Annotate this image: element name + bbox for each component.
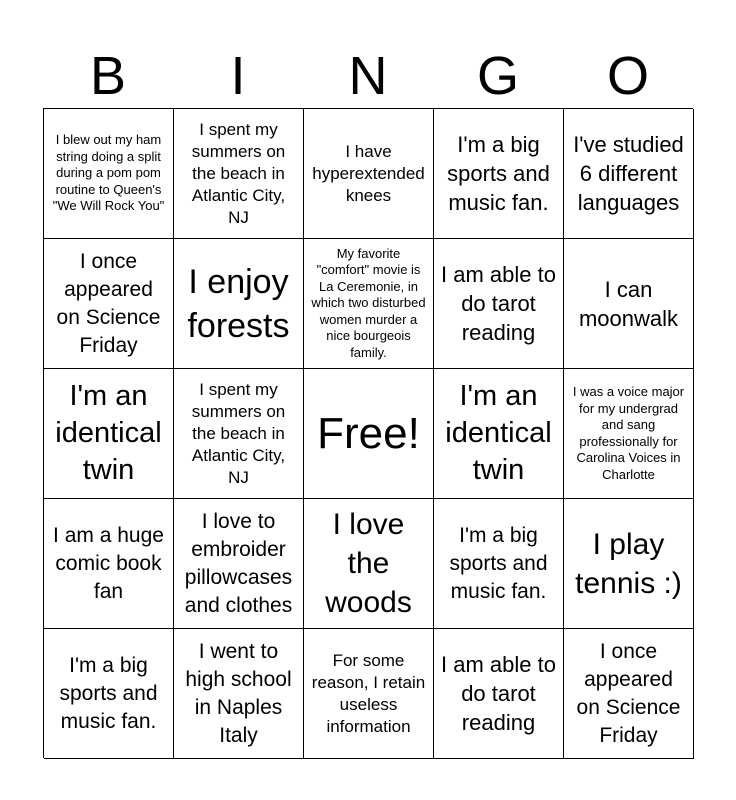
cell-text: I love to embroider pillowcases and clothes xyxy=(184,509,293,617)
cell-text: I blew out my ham string doing a split during a pom pom routine to Queen's "We Will Rock You" xyxy=(52,132,165,214)
bingo-cell[interactable] xyxy=(174,109,304,239)
cell-text: I play tennis :) xyxy=(575,527,682,600)
cell-text: I spent my summers on the beach in Atlantic City, NJ xyxy=(191,119,286,227)
bingo-cell[interactable] xyxy=(564,629,694,759)
bingo-cell[interactable] xyxy=(304,629,434,759)
cell-text: I'm an identical twin xyxy=(55,380,162,486)
free-space-text: Free! xyxy=(317,408,420,458)
header-letter-o: O xyxy=(606,46,649,106)
cell-text: I'm a big sports and music fan. xyxy=(449,523,548,603)
cell-text: I was a voice major for my undergrad and sang professionally for Carolina Voices in Charlotte xyxy=(572,384,685,482)
cell-text: I spent my summers on the beach in Atlantic City, NJ xyxy=(191,379,286,487)
bingo-cell[interactable] xyxy=(434,369,564,499)
cell-text: I'm a big sports and music fan. xyxy=(59,653,158,733)
bingo-cell[interactable] xyxy=(44,369,174,499)
bingo-cell[interactable] xyxy=(44,629,174,759)
cell-text: I love the woods xyxy=(325,508,412,619)
bingo-cell[interactable] xyxy=(174,499,304,629)
cell-text: I am able to do tarot reading xyxy=(441,262,556,345)
bingo-cell[interactable] xyxy=(44,239,174,369)
bingo-cell[interactable] xyxy=(44,499,174,629)
bingo-header xyxy=(43,44,693,108)
cell-text: I am able to do tarot reading xyxy=(441,652,556,735)
cell-text: I'm an identical twin xyxy=(445,380,552,486)
cell-text: I enjoy forests xyxy=(187,262,290,345)
bingo-cell[interactable] xyxy=(564,239,694,369)
cell-text: For some reason, I retain useless information xyxy=(311,650,426,736)
header-letter-b: B xyxy=(89,46,127,106)
bingo-cell[interactable] xyxy=(434,629,564,759)
header-letter-i: I xyxy=(230,46,246,106)
cell-text: I once appeared on Science Friday xyxy=(576,639,681,747)
bingo-card xyxy=(43,108,693,758)
bingo-cell[interactable] xyxy=(564,499,694,629)
bingo-cell[interactable] xyxy=(564,369,694,499)
bingo-cell[interactable] xyxy=(434,239,564,369)
bingo-cell[interactable] xyxy=(304,109,434,239)
cell-text: I have hyperextended knees xyxy=(312,141,425,205)
cell-text: My favorite "comfort" movie is La Ceremonie, in which two disturbed women murder a nice bourgeois family. xyxy=(311,245,426,360)
cell-text: I've studied 6 different languages xyxy=(573,132,684,215)
bingo-cell[interactable] xyxy=(174,239,304,369)
bingo-cell[interactable] xyxy=(304,499,434,629)
cell-text: I am a huge comic book fan xyxy=(53,523,164,603)
header-letter-n: N xyxy=(348,46,388,106)
free-space-cell[interactable] xyxy=(304,369,434,499)
bingo-cell[interactable] xyxy=(564,109,694,239)
cell-text: I can moonwalk xyxy=(578,276,679,331)
bingo-cell[interactable] xyxy=(44,109,174,239)
bingo-cell[interactable] xyxy=(174,369,304,499)
cell-text: I went to high school in Naples Italy xyxy=(185,639,292,747)
bingo-cell[interactable] xyxy=(174,629,304,759)
bingo-cell[interactable] xyxy=(304,239,434,369)
cell-text: I'm a big sports and music fan. xyxy=(447,132,550,215)
header-letter-g: G xyxy=(476,46,519,106)
bingo-cell[interactable] xyxy=(434,109,564,239)
cell-text: I once appeared on Science Friday xyxy=(56,249,161,357)
bingo-cell[interactable] xyxy=(434,499,564,629)
